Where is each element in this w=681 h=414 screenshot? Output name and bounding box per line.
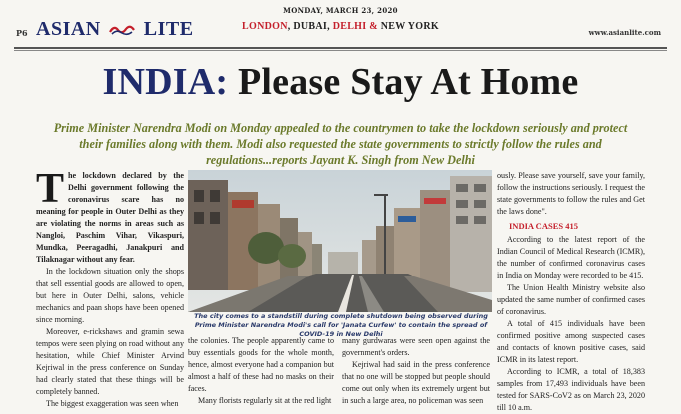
edition-cities [0,21,681,32]
city-separator: , [287,21,291,32]
paragraph: The Union Health Ministry website also updated the same number of confirmed cases of coronavirus. [497,283,645,316]
masthead-rule [14,47,667,49]
paragraph: Moreover, e-rickshaws and gramin sewa tempos were seen plying on road without any hesitation, while Chief Minister Arvind Kejriwal in the press conference on Sunday had clearly stated that these things will be completely banned. [36,327,184,396]
city-separator: , [327,21,330,32]
article-column-2 [188,335,334,407]
headline-prefix: INDIA: [102,61,229,103]
lead-paragraph [36,166,184,266]
paragraph: A total of 415 individuals have been confirmed positive among suspected cases and contacts of known positive cases, said ICMR in its latest report. [497,319,645,364]
logo-word-right: LITE [143,18,194,40]
photo-caption: The city comes to a standstill during complete shutdown being observed during Prime Minister Narendra Modi's call for 'Janata Curfew' to contain the spread of COVID-19 in New Delhi [194,312,488,338]
paragraph: the colonies. The people apparently came to buy essentials goods for the whole month, hence, almost everyone had a companion but almost a half of these had no masks on their faces. [188,336,334,393]
city-separator: & [369,21,378,32]
paragraph: The biggest exaggeration was seen when [46,399,179,408]
paragraph: According to ICMR, a total of 18,383 samples from 17,493 individuals have been tested for SARS-CoV2 as on March 23, 2020 till 10 a.m. [497,367,645,412]
lead-text: he lockdown declared by the Delhi government following the coronavirus scare has no meaning for people in Outer Delhi as they are violating the norms in areas such as Nangloi, Paschim Vihar, Vikaspuri, Mundka, Peeragadhi, Janakpuri and Tilaknagar without any fear. [36,171,184,264]
logo-word-left: ASIAN [36,18,101,40]
headline [0,60,681,104]
paragraph: many gurdwaras were seen open against the government's orders. [342,336,490,357]
paragraph: According to the latest report of the Indian Council of Medical Research (ICMR), the number of confirmed coronavirus cases in India on Monday were recorded to be 415. [497,235,645,280]
city-london: LONDON [242,21,288,32]
article-column-4 [497,170,645,414]
empty-road-image [188,170,492,312]
city-delhi: DELHI [332,21,367,32]
website-link[interactable]: www.asianlite.com [588,28,661,37]
masthead [0,0,681,48]
paragraph: Kejriwal had said in the press conference that no one will be stopped but people should come out only when its extremely urgent but in such a large area, no policeman was seen [342,360,490,405]
drop-cap: T [36,166,65,212]
article-column-1 [36,166,184,410]
page-number: P6 [16,28,28,38]
article-column-3 [342,335,490,407]
subheading: INDIA CASES 415 [509,221,578,231]
street-photo [188,170,492,312]
paragraph: In the lockdown situation only the shops that sell essential goods are allowed to open, but here in Outer Delhi, salons, vehicle mechanics and paan shops have been opened since morning. [36,267,184,324]
issue-date: MONDAY, MARCH 23, 2020 [283,6,398,15]
city-dubai: DUBAI [293,21,328,32]
city-new-york: NEW YORK [380,21,439,32]
paragraph: ously. Please save yourself, save your family, follow the instructions seriously. I request the state governments to follow the rules and Get the laws done". [497,171,645,216]
headline-text: Please Stay At Home [238,61,579,103]
masthead-rule-thin [14,50,667,51]
standfirst: Prime Minister Narendra Modi on Monday appealed to the countrymen to take the lockdown seriously and protect their families along with them. Modi also requested the state governments to strictly follow the rules and regulations...reports Jayant K. Singh from New Delhi [53,121,628,167]
paragraph: Many florists regularly sit at the red light [198,396,332,405]
dateline [0,6,681,32]
